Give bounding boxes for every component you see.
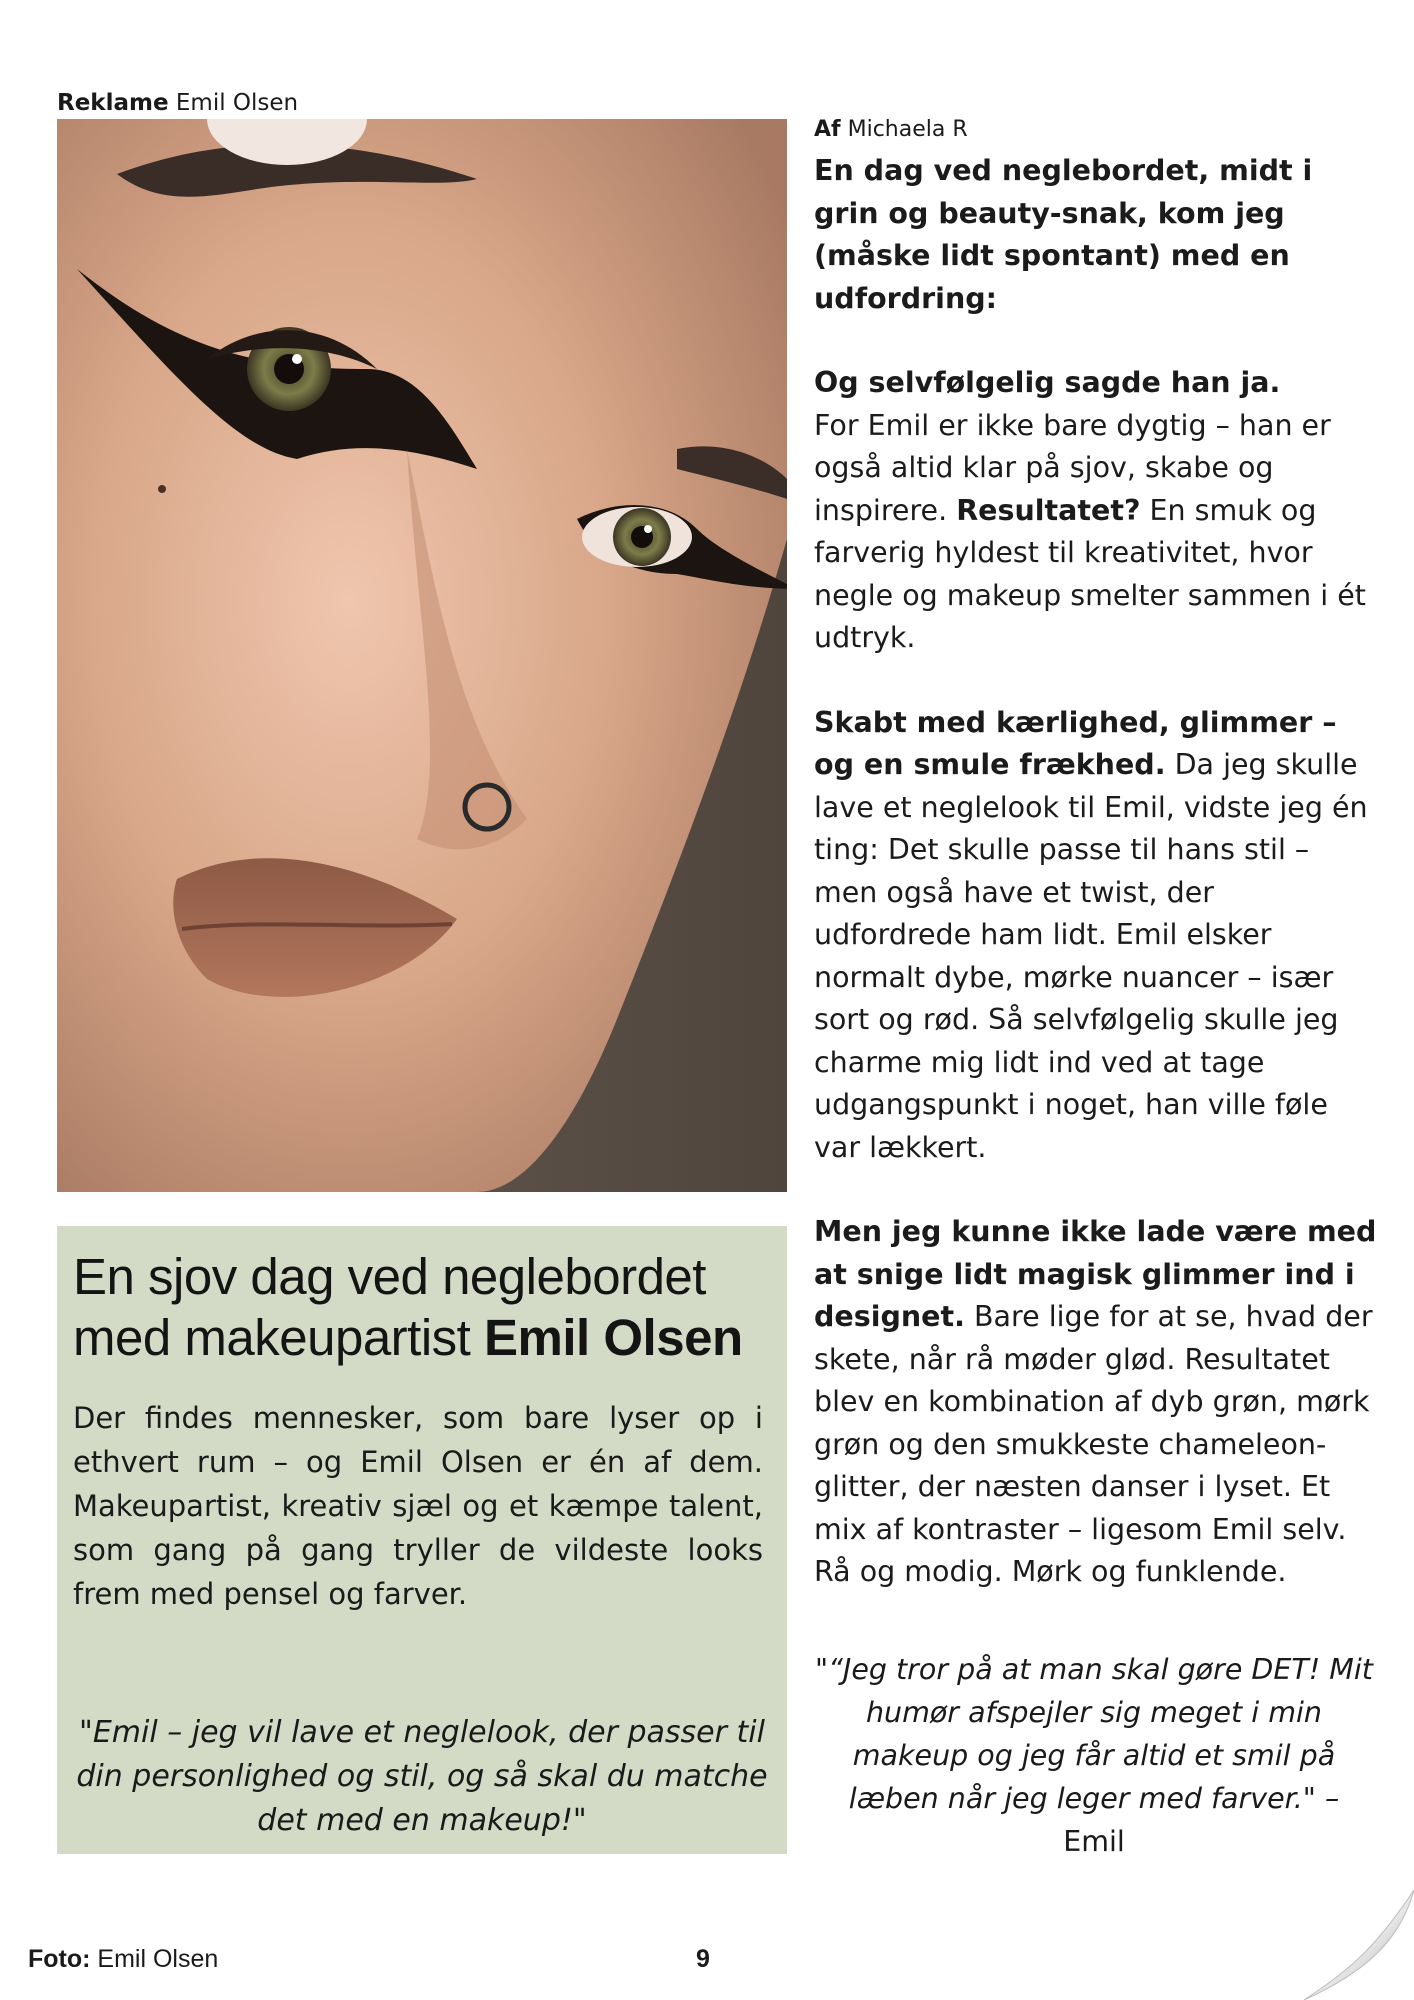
paragraph-4-lead: Men jeg kunne ikke lade være med at snige lidt magisk glimmer ind i designet. <box>814 1215 1377 1333</box>
headline-name: Emil Olsen <box>484 1309 743 1366</box>
emil-quote <box>814 1648 1374 1863</box>
emil-quote-text: "“Jeg tror på at man skal gøre DET! Mit humør afspejler sig meget i min makeup og jeg får altid et smil på læben når jeg leger med farver." – <box>815 1653 1373 1815</box>
photo-credit-label: Foto: <box>28 1945 91 1973</box>
intro-quote: "Emil – jeg vil lave et neglelook, der passer til din personlighed og stil, og så skal du matche det med en makeup!" <box>76 1715 768 1838</box>
advert-name: Emil Olsen <box>175 90 299 116</box>
byline <box>814 117 968 142</box>
advert-label <box>57 90 298 116</box>
paragraph-2-lead: Og selvfølgelig sagde han ja. <box>814 366 1281 399</box>
page-number: 9 <box>696 1945 710 1973</box>
advert-label-word: Reklame <box>57 90 169 116</box>
paragraph-4-text: Bare lige for at se, hvad der skete, når rå møder glød. Resultatet blev en kombination af dyb grøn, mørk grøn og den smukkeste chameleon-glitter, der næsten danser i lyset. Et mix af kontraster – ligesom Emil selv. Rå og modig. Mørk og funklende. <box>814 1300 1373 1588</box>
article-paragraph-1 <box>814 150 1379 320</box>
article-body <box>814 150 1379 1636</box>
paragraph-1-lead: En dag ved neglebordet, midt i grin og beauty-snak, kom jeg (måske lidt spontant) med en udfordring: <box>814 154 1313 315</box>
paragraph-3-lead: Skabt med kærlighed, glimmer – og en smule frækhed. <box>814 705 1337 781</box>
portrait-illustration <box>57 119 787 1192</box>
intro-box <box>57 1226 787 1854</box>
intro-paragraph: Der findes mennesker, som bare lyser op i ethvert rum – og Emil Olsen er én af dem. Makeupartist, kreativ sjæl og et kæmpe talent, som gang på gang tryller de vildeste looks frem med pensel og farver. <box>73 1401 763 1611</box>
photo-credit-name: Emil Olsen <box>97 1945 219 1973</box>
paragraph-2-text-a: For Emil er ikke bare dygtig – han er også altid klar på sjov, skabe og inspirere. <box>814 408 1331 527</box>
emil-quote-attribution: Emil <box>1063 1825 1125 1858</box>
article-headline <box>73 1246 773 1368</box>
portrait-photo <box>57 119 787 1192</box>
paragraph-2-emphasis: Resultatet? <box>956 493 1141 527</box>
headline-line2-prefix: med makeupartist <box>73 1309 471 1366</box>
paragraph-2-text-b: En smuk og farverig hyldest til kreativitet, hvor negle og makeup smelter sammen i ét udtryk. <box>814 493 1366 654</box>
paragraph-3-text: Da jeg skulle lave et neglelook til Emil, vidste jeg én ting: Det skulle passe til hans stil – men også have et twist, der udfordrede ham lidt. Emil elsker normalt dybe, mørke nuancer – især sort og rød. Så selvfølgelig skulle jeg charme mig lidt ind ved at tage udgangspunkt i noget, han ville føle var lækkert. <box>814 748 1368 1164</box>
photo-credit <box>28 1945 218 1974</box>
article-paragraph-2 <box>814 362 1379 660</box>
article-paragraph-4 <box>814 1211 1379 1594</box>
byline-author: Michaela R <box>847 117 968 142</box>
article-paragraph-3 <box>814 702 1379 1170</box>
headline-line1: En sjov dag ved neglebordet <box>73 1248 706 1305</box>
page-curl-icon <box>1264 1850 1414 2000</box>
byline-label: Af <box>814 117 841 142</box>
